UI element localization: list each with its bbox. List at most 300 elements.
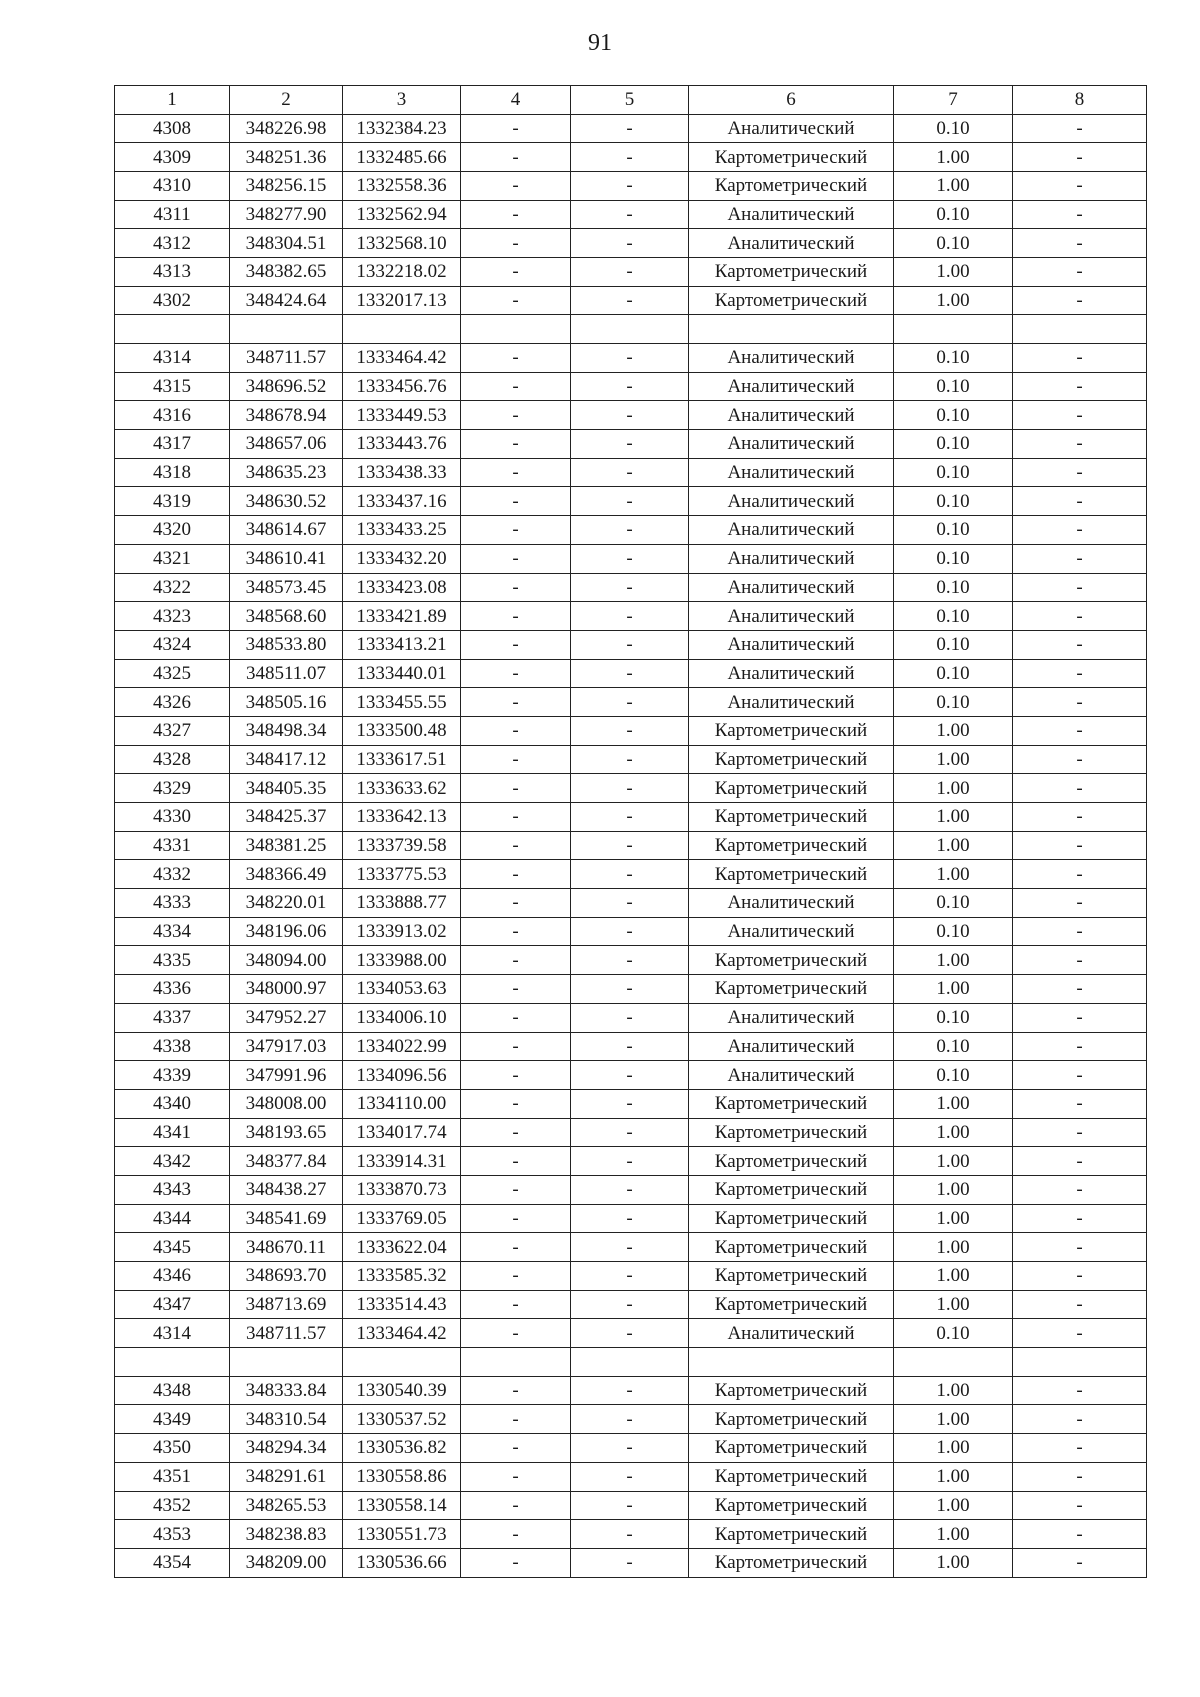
table-cell-col-3: 1333769.05 [343,1204,461,1233]
table-cell-col-7: 1.00 [894,774,1013,803]
table-cell-col-4: - [461,1061,571,1090]
table-cell-col-7: 1.00 [894,716,1013,745]
table-row [115,1319,1147,1348]
table-cell-col-7: 0.10 [894,344,1013,373]
table-cell-col-3: 1333464.42 [343,1319,461,1348]
table-cell-col-8: - [1013,143,1147,172]
table-cell-col-2: 348511.07 [230,659,343,688]
table-cell-col-2: 348377.84 [230,1147,343,1176]
table-cell-col-5: - [571,1118,689,1147]
table-cell-col-5: - [571,229,689,258]
table-cell-col-6: Аналитический [689,1003,894,1032]
table-cell-col-6: Аналитический [689,688,894,717]
table-cell-col-7: 0.10 [894,1061,1013,1090]
table-cell-col-3: 1333437.16 [343,487,461,516]
table-cell-col-7: 1.00 [894,1175,1013,1204]
table-cell-col-5: - [571,171,689,200]
table-cell-col-5: - [571,917,689,946]
table-cell-col-8: - [1013,544,1147,573]
table-cell-col-5: - [571,946,689,975]
table-cell-col-3: 1330558.86 [343,1462,461,1491]
table-cell-col-1: 4318 [115,458,230,487]
table-cell-col-1: 4337 [115,1003,230,1032]
table-cell-col-2: 348630.52 [230,487,343,516]
table-cell-col-2: 348256.15 [230,171,343,200]
table-row [115,1233,1147,1262]
table-cell-col-1: 4328 [115,745,230,774]
column-header-3: 3 [343,86,461,115]
table-cell-col-6: Картометрический [689,1147,894,1176]
table-cell-col-8: - [1013,516,1147,545]
table-cell-col-1: 4309 [115,143,230,172]
table-row [115,659,1147,688]
table-cell-col-1: 4323 [115,602,230,631]
table-cell-col-7: 0.10 [894,917,1013,946]
table-cell-col-4: - [461,401,571,430]
table-cell-col-6: Картометрический [689,286,894,315]
table-header-row [115,86,1147,115]
table-row [115,803,1147,832]
table-cell-col-5: - [571,1147,689,1176]
table-cell-col-2: 348226.98 [230,114,343,143]
table-cell-col-7: 1.00 [894,1548,1013,1577]
table-cell-col-3: 1333432.20 [343,544,461,573]
table-cell-col-6: Картометрический [689,1520,894,1549]
table-cell-col-1: 4336 [115,975,230,1004]
table-cell-col-7: 1.00 [894,1462,1013,1491]
table-cell-col-2: 348610.41 [230,544,343,573]
column-header-4: 4 [461,86,571,115]
table-cell-col-8: - [1013,1032,1147,1061]
table-cell-col-4: - [461,1491,571,1520]
table-cell-col-7: 0.10 [894,516,1013,545]
table-cell-col-1: 4333 [115,889,230,918]
table-cell-col-2: 348417.12 [230,745,343,774]
table-cell-col-3: 1333500.48 [343,716,461,745]
table-cell-col-7: 0.10 [894,229,1013,258]
table-row [115,975,1147,1004]
table-cell-col-6: Аналитический [689,1032,894,1061]
table-cell-col-7: 0.10 [894,372,1013,401]
table-cell-col-5: - [571,1376,689,1405]
table-cell-col-8: - [1013,1376,1147,1405]
table-row [115,573,1147,602]
table-cell-col-8: - [1013,171,1147,200]
table-cell-col-5: - [571,430,689,459]
table-cell-col-3: 1333438.33 [343,458,461,487]
table-cell-col-8: - [1013,401,1147,430]
table-row [115,1204,1147,1233]
table-cell-col-6: Картометрический [689,774,894,803]
table-cell-col-2: 348541.69 [230,1204,343,1233]
table-cell-col-8 [1013,315,1147,344]
table-cell-col-1: 4319 [115,487,230,516]
table-cell-col-1: 4330 [115,803,230,832]
table-cell-col-4: - [461,430,571,459]
table-cell-col-6 [689,315,894,344]
table-cell-col-7: 1.00 [894,975,1013,1004]
table-cell-col-8: - [1013,1548,1147,1577]
table-row [115,774,1147,803]
table-cell-col-5: - [571,1032,689,1061]
table-cell-col-6: Аналитический [689,630,894,659]
table-cell-col-2: 348294.34 [230,1434,343,1463]
table-cell-col-1: 4344 [115,1204,230,1233]
table-row [115,286,1147,315]
table-cell-col-7: 0.10 [894,544,1013,573]
table-cell-col-7: 0.10 [894,602,1013,631]
table-cell-col-4: - [461,803,571,832]
table-cell-col-1: 4329 [115,774,230,803]
table-cell-col-1 [115,315,230,344]
table-cell-col-8: - [1013,975,1147,1004]
table-cell-col-1: 4326 [115,688,230,717]
table-cell-col-1: 4325 [115,659,230,688]
table-cell-col-4: - [461,1089,571,1118]
table-cell-col-1: 4334 [115,917,230,946]
table-cell-col-2: 348405.35 [230,774,343,803]
table-cell-col-7: 0.10 [894,659,1013,688]
table-cell-col-7: 1.00 [894,803,1013,832]
table-cell-col-8: - [1013,1147,1147,1176]
table-cell-col-2: 348291.61 [230,1462,343,1491]
table-cell-col-5: - [571,1290,689,1319]
table-cell-col-2 [230,1348,343,1377]
table-cell-col-6: Аналитический [689,573,894,602]
table-cell-col-1: 4302 [115,286,230,315]
table-cell-col-5: - [571,1175,689,1204]
table-cell-col-2: 348670.11 [230,1233,343,1262]
table-cell-col-1: 4331 [115,831,230,860]
table-cell-col-7: 1.00 [894,257,1013,286]
table-cell-col-3: 1333455.55 [343,688,461,717]
table-cell-col-2: 348209.00 [230,1548,343,1577]
table-cell-col-3: 1334022.99 [343,1032,461,1061]
table-cell-col-4: - [461,831,571,860]
table-cell-col-1 [115,1348,230,1377]
table-cell-col-5: - [571,573,689,602]
table-cell-col-3: 1333423.08 [343,573,461,602]
table-row [115,200,1147,229]
table-cell-col-6: Картометрический [689,1118,894,1147]
table-row [115,1434,1147,1463]
table-cell-col-7: 1.00 [894,286,1013,315]
table-row [115,745,1147,774]
table-cell-col-3: 1333440.01 [343,659,461,688]
table-cell-col-1: 4322 [115,573,230,602]
table-cell-col-7: 1.00 [894,1405,1013,1434]
table-cell-col-5: - [571,745,689,774]
table-cell-col-2: 348713.69 [230,1290,343,1319]
table-cell-col-4: - [461,344,571,373]
table-cell-col-2: 347917.03 [230,1032,343,1061]
table-cell-col-3: 1333449.53 [343,401,461,430]
table-cell-col-4: - [461,630,571,659]
table-cell-col-6: Картометрический [689,1262,894,1291]
table-cell-col-1: 4310 [115,171,230,200]
table-cell-col-4: - [461,114,571,143]
table-cell-col-7: 1.00 [894,171,1013,200]
table-cell-col-4: - [461,946,571,975]
table-cell-col-3 [343,315,461,344]
table-cell-col-7: 1.00 [894,1089,1013,1118]
table-cell-col-6 [689,1348,894,1377]
table-cell-col-3: 1333633.62 [343,774,461,803]
table-cell-col-5: - [571,1233,689,1262]
table-cell-col-2: 348696.52 [230,372,343,401]
table-cell-col-6: Аналитический [689,659,894,688]
table-cell-col-1: 4351 [115,1462,230,1491]
table-cell-col-1: 4335 [115,946,230,975]
table-cell-col-6: Картометрический [689,1491,894,1520]
table-cell-col-1: 4341 [115,1118,230,1147]
table-cell-col-4: - [461,1003,571,1032]
table-cell-col-6: Картометрический [689,1204,894,1233]
table-row [115,1462,1147,1491]
table-cell-col-3: 1333870.73 [343,1175,461,1204]
table-cell-col-6: Картометрический [689,171,894,200]
table-cell-col-2: 348333.84 [230,1376,343,1405]
table-cell-col-3: 1333913.02 [343,917,461,946]
table-cell-col-2 [230,315,343,344]
table-cell-col-8: - [1013,630,1147,659]
table-cell-col-4: - [461,1032,571,1061]
column-header-7: 7 [894,86,1013,115]
table-row [115,716,1147,745]
table-cell-col-5: - [571,200,689,229]
table-cell-col-5: - [571,860,689,889]
table-cell-col-4: - [461,1290,571,1319]
table-cell-col-6: Картометрический [689,745,894,774]
table-row [115,1262,1147,1291]
table-cell-col-1: 4308 [115,114,230,143]
table-cell-col-3: 1332558.36 [343,171,461,200]
table-row [115,1032,1147,1061]
page-number: 91 [588,30,612,56]
table-cell-col-4: - [461,1262,571,1291]
table-cell-col-8: - [1013,1061,1147,1090]
table-cell-col-8: - [1013,458,1147,487]
coordinates-table [114,85,1147,1578]
table-cell-col-3: 1333514.43 [343,1290,461,1319]
table-cell-col-6: Аналитический [689,1319,894,1348]
table-cell-col-6: Аналитический [689,372,894,401]
table-cell-col-4: - [461,917,571,946]
table-cell-col-6: Аналитический [689,889,894,918]
table-cell-col-7: 0.10 [894,1003,1013,1032]
table-cell-col-5 [571,1348,689,1377]
table-cell-col-2: 348498.34 [230,716,343,745]
table-cell-col-2: 348711.57 [230,1319,343,1348]
table-cell-col-3: 1332485.66 [343,143,461,172]
table-cell-col-8: - [1013,286,1147,315]
table-cell-col-4: - [461,1319,571,1348]
table-cell-col-8: - [1013,372,1147,401]
table-cell-col-5: - [571,1061,689,1090]
table-cell-col-7: 1.00 [894,1290,1013,1319]
table-row [115,458,1147,487]
table-cell-col-7: 0.10 [894,1032,1013,1061]
table-cell-col-3: 1333622.04 [343,1233,461,1262]
table-cell-col-1: 4313 [115,257,230,286]
table-cell-col-4: - [461,1434,571,1463]
table-cell-col-5: - [571,143,689,172]
table-cell-col-2: 348310.54 [230,1405,343,1434]
table-cell-col-3: 1332562.94 [343,200,461,229]
table-row [115,831,1147,860]
table-row [115,257,1147,286]
table-cell-col-8: - [1013,257,1147,286]
table-cell-col-5: - [571,544,689,573]
table-cell-col-2: 348635.23 [230,458,343,487]
table-cell-col-6: Аналитический [689,602,894,631]
table-cell-col-7: 0.10 [894,573,1013,602]
table-cell-col-2: 348614.67 [230,516,343,545]
table-cell-col-4: - [461,143,571,172]
table-row [115,143,1147,172]
table-cell-col-1: 4324 [115,630,230,659]
table-cell-col-4 [461,1348,571,1377]
table-row [115,1118,1147,1147]
table-cell-col-2: 348693.70 [230,1262,343,1291]
table-cell-col-8: - [1013,946,1147,975]
table-cell-col-4: - [461,659,571,688]
table-row [115,372,1147,401]
table-cell-col-1: 4332 [115,860,230,889]
table-cell-col-1: 4346 [115,1262,230,1291]
table-cell-col-5: - [571,1089,689,1118]
table-row [115,602,1147,631]
table-cell-col-2: 348381.25 [230,831,343,860]
table-cell-col-5: - [571,975,689,1004]
table-row [115,544,1147,573]
table-cell-col-8: - [1013,487,1147,516]
table-cell-col-4: - [461,1548,571,1577]
table-cell-col-5: - [571,1491,689,1520]
table-row [115,1491,1147,1520]
table-cell-col-3: 1332218.02 [343,257,461,286]
table-cell-col-4: - [461,975,571,1004]
table-cell-col-5: - [571,1319,689,1348]
table-cell-col-6: Картометрический [689,1089,894,1118]
table-cell-col-1: 4321 [115,544,230,573]
table-cell-col-7: 1.00 [894,831,1013,860]
table-cell-col-1: 4316 [115,401,230,430]
table-cell-col-2: 348304.51 [230,229,343,258]
table-row [115,889,1147,918]
table-cell-col-6: Картометрический [689,1434,894,1463]
table-cell-col-6: Картометрический [689,975,894,1004]
table-cell-col-5: - [571,803,689,832]
table-cell-col-1: 4349 [115,1405,230,1434]
table-cell-col-1: 4354 [115,1548,230,1577]
table-cell-col-7: 1.00 [894,1434,1013,1463]
table-cell-col-6: Аналитический [689,200,894,229]
table-cell-col-7: 0.10 [894,688,1013,717]
table-cell-col-6: Аналитический [689,458,894,487]
table-cell-col-2: 348568.60 [230,602,343,631]
table-row [115,1520,1147,1549]
table-cell-col-7: 1.00 [894,143,1013,172]
table-cell-col-4: - [461,1118,571,1147]
table-row [115,630,1147,659]
table-cell-col-8: - [1013,1175,1147,1204]
table-cell-col-4: - [461,487,571,516]
table-cell-col-8: - [1013,774,1147,803]
table-cell-col-5: - [571,1434,689,1463]
table-cell-col-8: - [1013,1520,1147,1549]
table-cell-col-3: 1334053.63 [343,975,461,1004]
table-cell-col-7: 0.10 [894,1319,1013,1348]
table-cell-col-4: - [461,1405,571,1434]
table-cell-col-7: 1.00 [894,860,1013,889]
table-cell-col-2: 348657.06 [230,430,343,459]
table-cell-col-8: - [1013,430,1147,459]
table-row [115,516,1147,545]
table-cell-col-7: 0.10 [894,458,1013,487]
table-row [115,1548,1147,1577]
table-cell-col-4: - [461,688,571,717]
table-row [115,114,1147,143]
table-cell-col-3: 1333988.00 [343,946,461,975]
table-cell-col-3: 1333413.21 [343,630,461,659]
table-cell-col-4: - [461,774,571,803]
table-cell-col-4: - [461,1147,571,1176]
table-cell-col-2: 348425.37 [230,803,343,832]
table-cell-col-1: 4320 [115,516,230,545]
table-cell-col-3: 1333433.25 [343,516,461,545]
table-cell-col-6: Картометрический [689,1233,894,1262]
table-cell-col-6: Аналитический [689,516,894,545]
table-cell-col-7: 1.00 [894,1491,1013,1520]
table-cell-col-5: - [571,1548,689,1577]
table-cell-col-6: Картометрический [689,143,894,172]
table-cell-col-3: 1334110.00 [343,1089,461,1118]
table-cell-col-1: 4353 [115,1520,230,1549]
table-cell-col-7: 1.00 [894,1118,1013,1147]
table-cell-col-6: Картометрический [689,1376,894,1405]
table-cell-col-3: 1332384.23 [343,114,461,143]
table-cell-col-8: - [1013,659,1147,688]
table-body [115,114,1147,1577]
table-cell-col-8: - [1013,229,1147,258]
table-cell-col-6: Аналитический [689,544,894,573]
table-cell-col-4: - [461,716,571,745]
table-cell-col-5: - [571,516,689,545]
table-cell-col-6: Картометрический [689,946,894,975]
table-row [115,1175,1147,1204]
table-cell-col-8: - [1013,1462,1147,1491]
table-cell-col-3: 1333914.31 [343,1147,461,1176]
table-cell-col-3: 1334006.10 [343,1003,461,1032]
table-cell-col-3: 1330551.73 [343,1520,461,1549]
table-cell-col-3: 1334096.56 [343,1061,461,1090]
table-cell-col-4: - [461,1204,571,1233]
table-cell-col-6: Аналитический [689,917,894,946]
table-cell-col-5: - [571,889,689,918]
table-cell-col-1: 4317 [115,430,230,459]
column-header-2: 2 [230,86,343,115]
table-cell-col-1: 4352 [115,1491,230,1520]
table-cell-col-7: 1.00 [894,1376,1013,1405]
table-cell-col-6: Аналитический [689,344,894,373]
table-cell-col-4: - [461,1376,571,1405]
table-cell-col-4: - [461,602,571,631]
table-cell-col-5: - [571,458,689,487]
table-cell-col-2: 348424.64 [230,286,343,315]
table-cell-col-2: 348438.27 [230,1175,343,1204]
table-cell-col-6: Аналитический [689,401,894,430]
